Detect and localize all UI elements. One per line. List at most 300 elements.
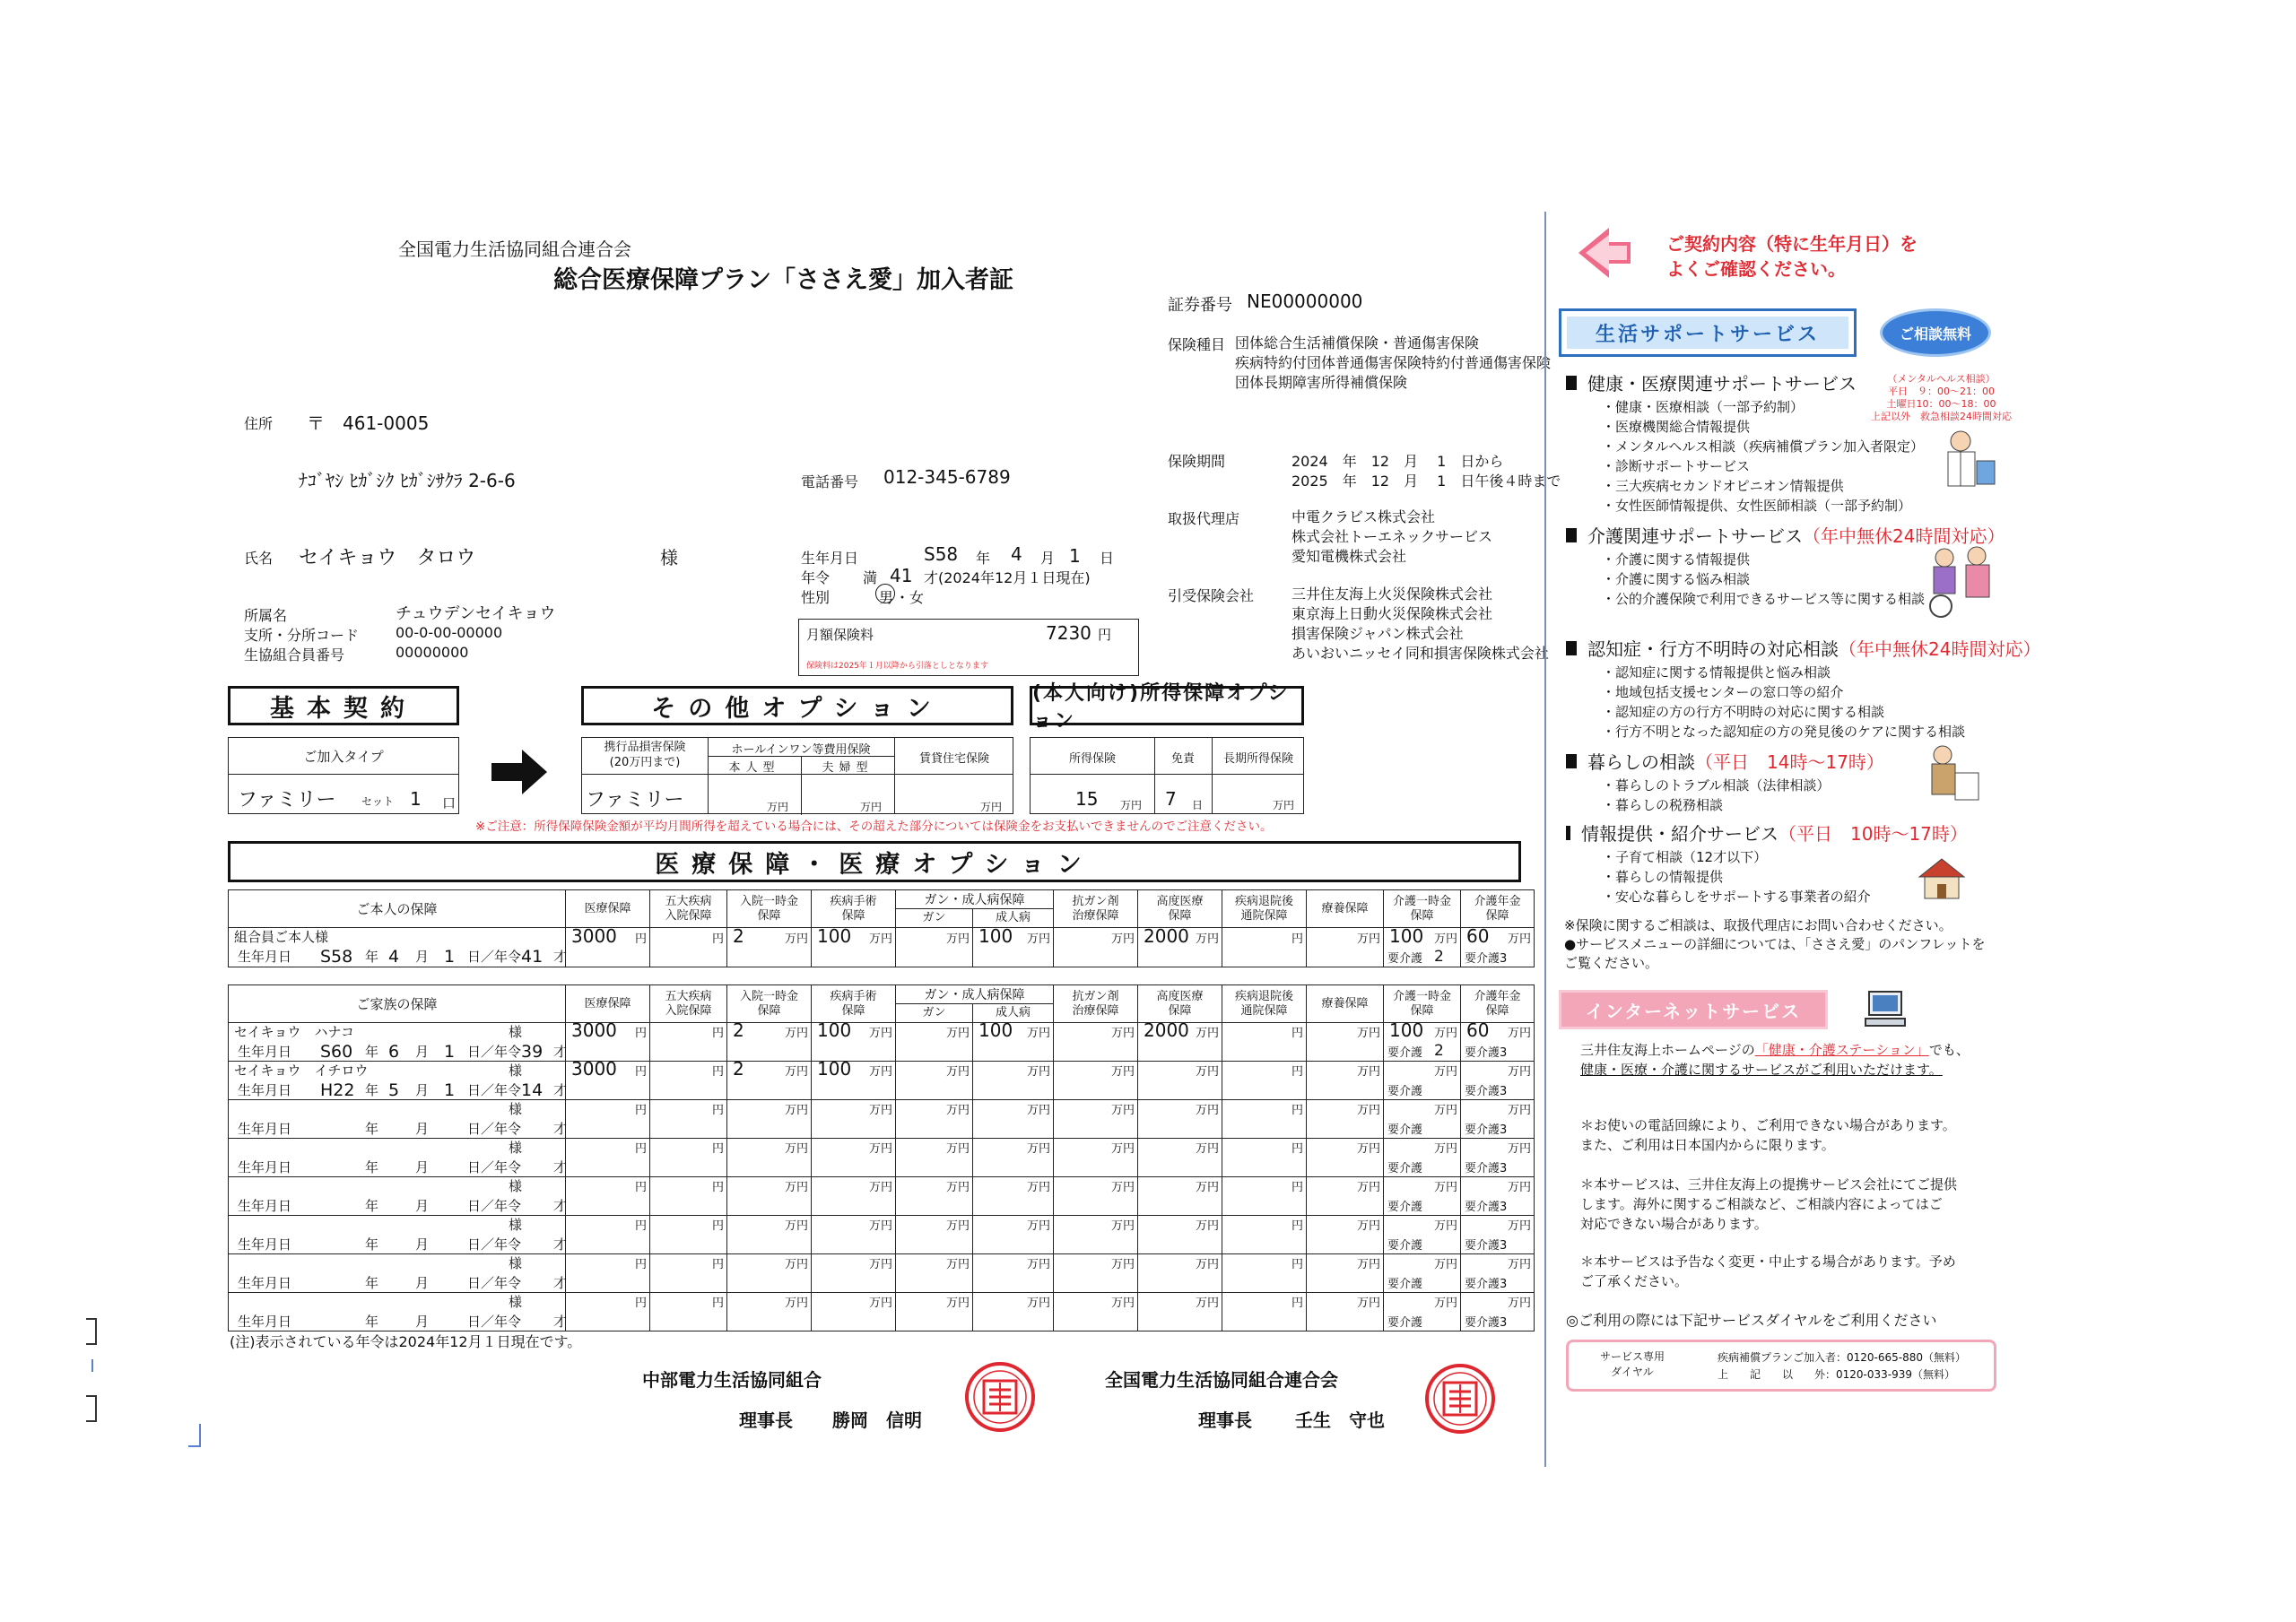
remark: ＊お使いの電話回線により、ご利用できない場合があります。 また、ご利用は日本国内からに限ります。 [1580, 1117, 1956, 1153]
service-dial-label: サービス専用 ダイヤル [1599, 1350, 1665, 1378]
life-support-title: 生活サポートサービス [1595, 323, 1820, 346]
agent-name: 株式会社トーエネックサービス [1292, 528, 1493, 545]
service-item: ・子育て相談（12才以下） [1602, 849, 1768, 865]
insurance-type: 団体長期障害所得補償保険 [1235, 374, 1408, 391]
coverage-cell: 万円 [727, 1254, 812, 1293]
family-coverage-title: ご家族の保障 [229, 985, 566, 1023]
care-level-value: 2 [1434, 947, 1444, 966]
birth-era: S58 [924, 543, 959, 565]
coverage-cell: 100 万円 [812, 1062, 896, 1100]
agents-list [1292, 507, 1492, 567]
postal-code: 〒 461-0005 [307, 412, 430, 434]
set-unit: 口 [442, 795, 457, 811]
coverage-cell: 万円 [1307, 1293, 1384, 1331]
internet-service-title-box [1559, 990, 1828, 1029]
options-header: その他オプション [581, 686, 1013, 725]
coverage-cell: 円 [650, 1216, 727, 1254]
insured-person-cell: セイキョウ イチロウ 様 生年月日 H22 年 5 月 1 日／年令 14 才 [229, 1062, 566, 1100]
birth-month-unit: 月 [1040, 550, 1056, 567]
coverage-cell: 万円 [812, 1216, 896, 1254]
honorific: 様 [660, 547, 678, 568]
coverage-cell: 円 [566, 1216, 650, 1254]
insurance-type-list [1235, 334, 1551, 393]
period-from: 2024 年 12 月 1 日から [1292, 453, 1504, 470]
official-seal-icon [964, 1361, 1036, 1433]
coverage-cell: 円 [1222, 1100, 1307, 1139]
options-box [581, 737, 1013, 814]
coverage-cell: 万円 [896, 1216, 973, 1254]
insurers-list [1292, 585, 1549, 664]
insured-person-cell: 様 生年月日 年 月 日／年令 才 [229, 1139, 566, 1177]
coverage-cell: 100 万円 [973, 1023, 1054, 1062]
signer-name-2: 壬生 守也 [1295, 1409, 1385, 1431]
service-hours-note: （年中無休24時間対応） [1803, 525, 2005, 547]
coverage-cell: 万円 [896, 1177, 973, 1216]
rental-housing-unit: 万円 [980, 801, 1003, 813]
deductible-label: 免責 [1170, 752, 1195, 766]
phone-label: 電話番号 [801, 473, 859, 490]
set-value: 1 [410, 788, 422, 810]
branch-code: 00-0-00-00000 [396, 624, 503, 641]
dept-label: 所属名 [244, 607, 288, 624]
age-value: 41 [890, 565, 913, 586]
coverage-cell: 3000 円 [566, 1062, 650, 1100]
free-consult-label: ご相談無料 [1899, 325, 1971, 343]
coverage-cell: 要介護 2 100 万円 [1384, 1023, 1461, 1062]
service-item: ・介護に関する悩み相談 [1602, 571, 1751, 587]
service-hours-note: （平日 14時〜17時） [1695, 751, 1884, 773]
member-name: セイキョウ タロウ [299, 547, 476, 569]
coverage-cell: 2000 万円 [1138, 928, 1222, 967]
insured-person-cell: セイキョウ ハナコ 様 生年月日 S60 年 6 月 1 日／年令 39 才 [229, 1023, 566, 1062]
address-label: 住所 [244, 415, 274, 432]
coverage-cell: 要介護 万円 [1384, 1177, 1461, 1216]
signer-org-1: 中部電力生活協同組合 [642, 1369, 822, 1391]
consult-notes [1564, 916, 1995, 973]
coverage-cell: 円 [650, 1100, 727, 1139]
column-header: 抗ガン剤 治療保障 [1054, 890, 1138, 928]
insurer-name: 損害保険ジャパン株式会社 [1292, 625, 1464, 642]
document-title: 総合医療保障プラン「ささえ愛」加入者証 [553, 266, 1013, 294]
coverage-cell: 円 [650, 1254, 727, 1293]
cert-number: NE00000000 [1247, 291, 1363, 312]
coverage-cell: 万円 [1138, 1062, 1222, 1100]
service-title: 暮らしの相談 [1587, 751, 1695, 773]
cert-label: 証券番号 [1168, 296, 1232, 315]
hole-in-one-self-unit: 万円 [767, 801, 789, 813]
column-header: 抗ガン剤 治療保障 [1054, 985, 1138, 1023]
insured-name: セイキョウ イチロウ [234, 1062, 369, 1079]
coverage-cell: 要介護3 60 万円 [1461, 1023, 1535, 1062]
coverage-cell: 万円 [1054, 1177, 1138, 1216]
table-row [229, 1023, 1535, 1062]
insurance-type: 団体総合生活補償保険・普通傷害保険 [1235, 334, 1480, 351]
carry-goods-value: ファミリー [586, 789, 684, 811]
set-label: セット [361, 795, 395, 808]
fold-line [1544, 212, 1546, 1467]
table-row [229, 1139, 1535, 1177]
care-level-value: 2 [1434, 1042, 1444, 1060]
column-header: 高度医療 保障 [1138, 890, 1222, 928]
family-coverage-table [228, 984, 1535, 1331]
coverage-cell: 万円 [896, 1062, 973, 1100]
consult-note: ●サービスメニューの詳細については、「ささえ愛」のパンフレットをご覧ください。 [1564, 936, 1986, 971]
sex-female: ・女 [895, 589, 925, 606]
internet-service-line2: 健康・医療・介護に関するサービスがご利用いただけます。 [1580, 1062, 1943, 1078]
coverage-cell: 万円 [973, 1100, 1054, 1139]
insured-person-cell: 様 生年月日 年 月 日／年令 才 [229, 1216, 566, 1254]
life-support-title-box [1559, 308, 1857, 357]
insured-person-cell: 様 生年月日 年 月 日／年令 才 [229, 1254, 566, 1293]
coverage-cell: 要介護 万円 [1384, 1216, 1461, 1254]
coverage-cell: 3000 円 [566, 1023, 650, 1062]
service-dial-line: 上 記 以 外：0120-033-939（無料） [1718, 1368, 1956, 1381]
coverage-cell: 円 [566, 1100, 650, 1139]
coverage-cell: 万円 [1307, 1100, 1384, 1139]
binding-mark [86, 1395, 97, 1422]
consult-note: ※保険に関するご相談は、取扱代理店にお問い合わせください。 [1564, 917, 1952, 933]
coverage-cell: 万円 [1054, 1254, 1138, 1293]
service-item: ・安心な暮らしをサポートする事業者の紹介 [1602, 889, 1871, 905]
service-item: ・医療機関総合情報提供 [1602, 419, 1751, 435]
coverage-cell: 万円 [1054, 1139, 1138, 1177]
coverage-cell: 万円 [1307, 1254, 1384, 1293]
column-header: 医療保障 [566, 985, 650, 1023]
plan-type-value: ファミリー [238, 789, 336, 811]
premium-label: 月額保険料 [806, 627, 874, 643]
coverage-cell: 万円 [1138, 1139, 1222, 1177]
internet-pre: 三井住友海上ホームページの [1580, 1042, 1755, 1058]
insured-name: 組合員ご本人様 [234, 929, 329, 945]
premium-note: 保険料は2025年１月以降から引落としとなります [806, 662, 988, 671]
service-item: ・診断サポートサービス [1602, 458, 1751, 474]
signer-org-2: 全国電力生活協同組合連合会 [1105, 1369, 1338, 1391]
coverage-cell: 円 [650, 1177, 727, 1216]
coverage-cell: 要介護3 万円 [1461, 1293, 1535, 1331]
coverage-cell: 万円 [812, 1139, 896, 1177]
column-header: 疾病退院後 通院保障 [1222, 890, 1307, 928]
internet-post: でも、 [1928, 1042, 1970, 1058]
column-header: 疾病手術 保障 [812, 890, 896, 928]
coverage-cell: 万円 [1054, 928, 1138, 967]
service-item: ・介護に関する情報提供 [1602, 551, 1751, 568]
coverage-cell: 万円 [1054, 1216, 1138, 1254]
medical-header: 医療保障・医療オプション [228, 841, 1521, 882]
address: ﾅｺﾞﾔｼ ﾋｶﾞｼｸ ﾋｶﾞｼｻｸﾗ 2-6-6 [299, 470, 516, 491]
coverage-cell: 円 [1222, 1139, 1307, 1177]
insurance-type-label: 保険種目 [1168, 336, 1226, 353]
coverage-cell: 万円 [727, 1216, 812, 1254]
sex-label: 性別 [801, 589, 831, 606]
column-header: 療養保障 [1307, 985, 1384, 1023]
coverage-cell: 2 万円 [727, 928, 812, 967]
service-hours-note: （メンタルヘルス相談） 平日 ９：00〜21：00 土曜日10：00〜18：00 上記以外 救急相談24時間対応 [1871, 373, 2012, 422]
service-title: 情報提供・紹介サービス [1581, 823, 1779, 845]
age-label: 年令 [801, 569, 831, 586]
long-term-income-label: 長期所得保険 [1222, 752, 1293, 766]
carry-goods-label: 携行品損害保険 (20万円まで) [604, 741, 686, 769]
coverage-cell: 円 [1222, 1216, 1307, 1254]
income-option-header: (本人向け)所得保障オプション [1030, 686, 1304, 725]
column-header: 入院一時金 保障 [727, 890, 812, 928]
insured-name: セイキョウ ハナコ [234, 1023, 354, 1040]
coverage-cell: 円 [1222, 1062, 1307, 1100]
arrow-right-icon [491, 750, 549, 794]
birth-day: 1 [1069, 545, 1081, 567]
coverage-cell: 万円 [1307, 1177, 1384, 1216]
rental-housing-label: 賃貸住宅保険 [918, 752, 989, 766]
coverage-cell: 2000 万円 [1138, 1023, 1222, 1062]
premium-unit: 円 [1098, 627, 1112, 643]
coverage-cell: 万円 [896, 1023, 973, 1062]
income-caution: ※ご注意：所得保障保険金額が平均月間所得を超えている場合には、その超えた部分については保険金をお支払いできませんのでご注意ください。 [475, 820, 1273, 834]
table-row [229, 1216, 1535, 1254]
coverage-cell: 円 [1222, 928, 1307, 967]
member-number-label: 生協組合員番号 [244, 646, 345, 664]
coverage-cell: 万円 [1138, 1293, 1222, 1331]
coverage-cell: 要介護 2 100 万円 [1384, 928, 1461, 967]
service-hours-note: （平日 10時〜17時） [1779, 823, 1968, 845]
coverage-cell: 要介護3 万円 [1461, 1139, 1535, 1177]
bullet-square-icon [1566, 641, 1577, 655]
coverage-cell: 万円 [896, 1254, 973, 1293]
coverage-cell: 万円 [812, 1177, 896, 1216]
signer-name-1: 勝岡 信明 [832, 1409, 922, 1431]
insurers-label: 引受保険会社 [1168, 587, 1255, 604]
health-station-link[interactable]: 「健康・介護ステーション」 [1754, 1042, 1929, 1058]
coverage-cell: 万円 [896, 1100, 973, 1139]
income-insurance-unit: 万円 [1120, 799, 1143, 811]
coverage-cell: 万円 [1054, 1023, 1138, 1062]
column-header: 介護年金 保障 [1461, 890, 1535, 928]
coverage-cell: 要介護3 万円 [1461, 1216, 1535, 1254]
dept-value: チュウデンセイキョウ [396, 604, 556, 623]
coverage-cell: 要介護 万円 [1384, 1139, 1461, 1177]
column-header: 介護年金 保障 [1461, 985, 1535, 1023]
long-term-income-unit: 万円 [1273, 799, 1295, 811]
column-header: ガン [896, 909, 973, 928]
coverage-cell: 円 [650, 1062, 727, 1100]
phone-number: 012-345-6789 [883, 466, 1011, 488]
internet-service-title: インターネットサービス [1585, 1000, 1802, 1022]
income-insurance-label: 所得保険 [1068, 752, 1116, 766]
signer-role-2: 理事長 [1198, 1409, 1252, 1431]
issuer-org: 全国電力生活協同組合連合会 [398, 239, 631, 260]
coverage-cell: 100 万円 [812, 928, 896, 967]
birth-month: 4 [1011, 543, 1022, 565]
coverage-cell: 円 [650, 1139, 727, 1177]
coverage-cell: 円 [1222, 1293, 1307, 1331]
member-number: 00000000 [396, 644, 469, 661]
insurance-type: 疾病特約付団体普通傷害保険特約付普通傷害保険 [1235, 354, 1552, 371]
caregiver-illustration-icon [1918, 542, 2000, 619]
coverage-cell: 万円 [1138, 1177, 1222, 1216]
service-item: ・地域包括支援センターの窓口等の紹介 [1602, 684, 1844, 700]
birth-day-unit: 日 [1100, 550, 1115, 567]
coverage-cell: 要介護3 万円 [1461, 1062, 1535, 1100]
coverage-cell: 万円 [1138, 1100, 1222, 1139]
coverage-cell: 万円 [812, 1254, 896, 1293]
insured-person-cell: 様 生年月日 年 月 日／年令 才 [229, 1293, 566, 1331]
basic-contract-box [228, 737, 459, 814]
consultant-illustration-icon [1921, 741, 1984, 812]
service-item: ・公的介護保険で利用できるサービス等に関する相談 [1602, 591, 1926, 607]
column-header: 介護一時金 保障 [1384, 985, 1461, 1023]
hole-in-one-couple-unit: 万円 [860, 801, 883, 813]
table-row [229, 1100, 1535, 1139]
insurer-name: 三井住友海上火災保険株式会社 [1292, 585, 1493, 603]
insured-person-cell: 様 生年月日 年 月 日／年令 才 [229, 1100, 566, 1139]
birth-year-unit: 年 [976, 550, 991, 567]
plan-type-label: ご加入タイプ [303, 749, 384, 765]
self-coverage-table [228, 889, 1535, 967]
service-item: ・暮らしの税務相談 [1602, 797, 1724, 813]
service-item: ・健康・医療相談（一部予約制） [1602, 399, 1805, 415]
income-option-box [1030, 737, 1304, 814]
coverage-cell: 円 [1222, 1254, 1307, 1293]
column-header: 入院一時金 保障 [727, 985, 812, 1023]
coverage-cell: 万円 [1307, 1023, 1384, 1062]
coverage-cell: 要介護 万円 [1384, 1254, 1461, 1293]
coverage-cell: 円 [650, 928, 727, 967]
coverage-cell: 円 [1222, 1177, 1307, 1216]
period-label: 保険期間 [1168, 453, 1226, 470]
service-dial-box [1566, 1340, 1996, 1392]
coverage-cell: 要介護3 万円 [1461, 1254, 1535, 1293]
coverage-cell: 円 [566, 1293, 650, 1331]
coverage-cell: 要介護 万円 [1384, 1062, 1461, 1100]
period-to: 2025 年 12 月 1 日午後４時まで [1292, 473, 1561, 490]
coverage-cell: 万円 [1138, 1254, 1222, 1293]
signer-role-1: 理事長 [739, 1409, 793, 1431]
coverage-cell: 万円 [973, 1293, 1054, 1331]
coverage-cell: 要介護3 60 万円 [1461, 928, 1535, 967]
column-header: 介護一時金 保障 [1384, 890, 1461, 928]
column-header: 五大疾病 入院保障 [650, 890, 727, 928]
free-consult-badge [1880, 308, 1991, 357]
coverage-cell: 万円 [812, 1100, 896, 1139]
remark: ＊本サービスは予告なく変更・中止する場合があります。予め ご了承ください。 [1580, 1253, 1956, 1289]
age-note: (注)表示されている年令は2024年12月１日現在です。 [230, 1333, 582, 1350]
doctor-illustration-icon [1930, 425, 2002, 497]
self-coverage-title: ご本人の保障 [229, 890, 566, 928]
coverage-cell: 万円 [727, 1139, 812, 1177]
service-item: ・認知症の方の行方不明時の対応に関する相談 [1602, 704, 1885, 720]
coverage-cell: 円 [1222, 1023, 1307, 1062]
agent-name: 中電クラビス株式会社 [1292, 508, 1436, 525]
insured-person-cell: 様 生年月日 年 月 日／年令 才 [229, 1177, 566, 1216]
hole-in-one-label: ホールインワン等費用保険 [731, 743, 871, 757]
dial-intro: ◎ご利用の際には下記サービスダイヤルをご利用ください [1566, 1312, 1937, 1329]
insurer-name: 東京海上日動火災保険株式会社 [1292, 605, 1493, 622]
computer-icon [1866, 990, 1907, 1028]
bullet-square-icon [1566, 754, 1577, 768]
coverage-cell: 万円 [973, 1254, 1054, 1293]
service-item: ・暮らしのトラブル相談（法律相談） [1602, 777, 1831, 794]
bullet-square-icon [1566, 528, 1577, 542]
official-seal-icon [1424, 1363, 1496, 1435]
table-row [229, 1254, 1535, 1293]
column-header: 高度医療 保障 [1138, 985, 1222, 1023]
coverage-cell: 万円 [812, 1293, 896, 1331]
column-header: 医療保障 [566, 890, 650, 928]
service-block-dementia [1566, 635, 2068, 742]
coverage-cell: 万円 [896, 1139, 973, 1177]
deductible-value: 7 [1165, 788, 1177, 810]
coverage-cell: 万円 [896, 928, 973, 967]
service-item: ・メンタルヘルス相談（疾病補償プラン加入者限定） [1602, 438, 1924, 455]
coverage-cell: 要介護 万円 [1384, 1100, 1461, 1139]
column-header: 成人病 [973, 1004, 1054, 1023]
coverage-cell: 万円 [1054, 1293, 1138, 1331]
income-insurance-value: 15 [1075, 788, 1099, 810]
coverage-cell: 万円 [1138, 1216, 1222, 1254]
table-row [229, 1293, 1535, 1331]
coverage-cell: 万円 [1054, 1062, 1138, 1100]
coverage-cell: 円 [566, 1177, 650, 1216]
premium-value: 7230 [1046, 622, 1091, 644]
coverage-cell: 2 万円 [727, 1062, 812, 1100]
table-row [229, 928, 1535, 967]
coverage-cell: 万円 [973, 1062, 1054, 1100]
agents-label: 取扱代理店 [1168, 510, 1240, 527]
service-item: ・認知症に関する情報提供と悩み相談 [1602, 664, 1831, 681]
table-row [229, 1062, 1535, 1100]
coverage-cell: 100 万円 [973, 928, 1054, 967]
coverage-cell: 万円 [727, 1100, 812, 1139]
service-block-info [1566, 820, 2068, 906]
deductible-unit: 日 [1192, 799, 1204, 811]
cancer-group-header: ガン・成人病保障 [896, 985, 1054, 1004]
column-header: 疾病退院後 通院保障 [1222, 985, 1307, 1023]
column-header: ガン [896, 1004, 973, 1023]
binding-mark [88, 1359, 93, 1372]
bullet-bar-icon [1566, 826, 1570, 840]
house-illustration-icon [1916, 855, 1968, 900]
name-label: 氏名 [244, 550, 274, 567]
service-hours-note: （年中無休24時間対応） [1839, 638, 2041, 660]
bullet-square-icon [1566, 376, 1577, 390]
coverage-cell: 円 [566, 1254, 650, 1293]
agent-name: 愛知電機株式会社 [1292, 548, 1407, 565]
service-item: ・行方不明となった認知症の方の発見後のケアに関する相談 [1602, 724, 1966, 740]
birth-label: 生年月日 [801, 550, 859, 567]
coverage-cell: 万円 [1307, 1062, 1384, 1100]
service-item: ・女性医師情報提供、女性医師相談（一部予約制） [1602, 498, 1912, 514]
premium-box [798, 619, 1139, 676]
column-header: 疾病手術 保障 [812, 985, 896, 1023]
coverage-cell: 3000 円 [566, 928, 650, 967]
pointer-arrow-icon [1578, 224, 1632, 282]
coverage-cell: 万円 [727, 1293, 812, 1331]
remark: ＊本サービスは、三井住友海上の提携サービス会社にてご提供 します。海外に関するご相談など、ご相談内容によってはご 対応できない場合があります。 [1580, 1176, 1958, 1232]
coverage-cell: 万円 [1307, 1216, 1384, 1254]
table-row [229, 1177, 1535, 1216]
coverage-cell: 万円 [1054, 1100, 1138, 1139]
age-suffix: 才(2024年12月１日現在) [924, 569, 1091, 586]
coverage-cell: 要介護3 万円 [1461, 1177, 1535, 1216]
coverage-cell: 万円 [973, 1216, 1054, 1254]
service-block-living [1566, 748, 2068, 815]
coverage-cell: 要介護 万円 [1384, 1293, 1461, 1331]
service-title: 介護関連サポートサービス [1587, 525, 1803, 547]
column-header: 療養保障 [1307, 890, 1384, 928]
coverage-cell: 100 万円 [812, 1023, 896, 1062]
insurer-name: あいおいニッセイ同和損害保険株式会社 [1292, 645, 1549, 662]
service-title: 認知症・行方不明時の対応相談 [1587, 638, 1839, 660]
binding-mark [188, 1424, 201, 1447]
service-item: ・三大疾病セカンドオピニオン情報提供 [1602, 478, 1844, 494]
